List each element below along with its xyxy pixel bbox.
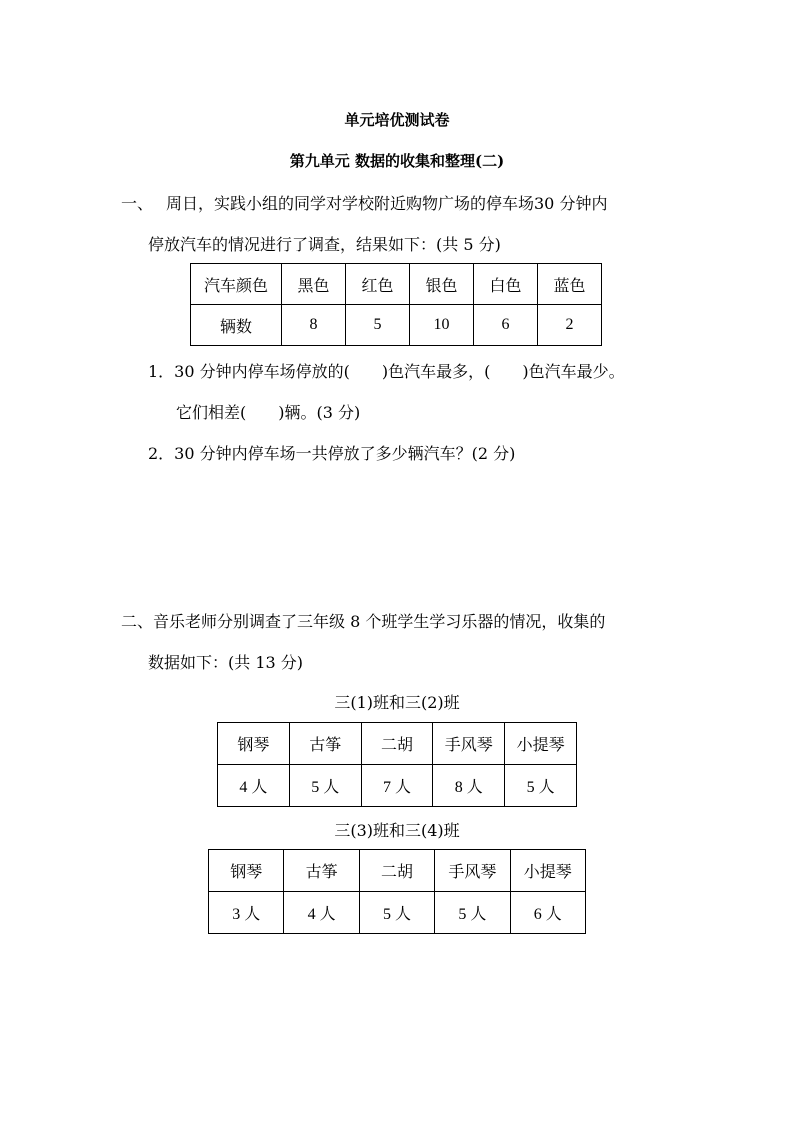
table-cell: 黑色 (282, 264, 346, 305)
table-cell: 小提琴 (505, 723, 577, 765)
table-header-cell: 汽车颜色 (191, 264, 282, 305)
section2-question-line1: 二、音乐老师分别调查了三年级 8 个班学生学习乐器的情况，收集的 (121, 612, 606, 631)
instrument-table-a (217, 722, 577, 807)
table-cell: 4 人 (218, 765, 290, 807)
section2-question-line2: 数据如下：(共 13 分) (148, 653, 304, 672)
table-cell: 小提琴 (510, 850, 585, 892)
table-cell: 蓝色 (538, 264, 602, 305)
table-cell: 手风琴 (435, 850, 510, 892)
table-row (209, 850, 586, 892)
sub-question-1-line1: 1．30 分钟内停车场停放的( )色汽车最多，( )色汽车最少。 (148, 362, 625, 381)
table-cell: 6 人 (510, 892, 585, 934)
table-cell: 古筝 (284, 850, 359, 892)
section1-question-line1: 周日，实践小组的同学对学校附近购物广场的停车场30 分钟内 (166, 194, 608, 213)
table-row (218, 723, 577, 765)
table-cell: 5 人 (289, 765, 361, 807)
table-header-cell: 辆数 (191, 305, 282, 346)
table-cell: 5 (346, 305, 410, 346)
table-cell: 4 人 (284, 892, 359, 934)
table-cell: 2 (538, 305, 602, 346)
table-cell: 二胡 (361, 723, 433, 765)
instrument-table-b (208, 849, 586, 934)
section1-number: 一、 (121, 194, 154, 213)
table-cell: 白色 (474, 264, 538, 305)
table-cell: 钢琴 (218, 723, 290, 765)
table-cell: 8 人 (433, 765, 505, 807)
sub-question-1-line2: 它们相差( )辆。(3 分) (176, 403, 361, 422)
table-cell: 红色 (346, 264, 410, 305)
table-row (218, 765, 577, 807)
sub-question-2: 2．30 分钟内停车场一共停放了多少辆汽车？(2 分) (148, 444, 516, 463)
table-cell: 7 人 (361, 765, 433, 807)
table-row (209, 892, 586, 934)
table-row (191, 264, 602, 305)
table-cell: 手风琴 (433, 723, 505, 765)
car-color-table (190, 263, 602, 346)
table-cell: 钢琴 (209, 850, 284, 892)
table-cell: 古筝 (289, 723, 361, 765)
table-cell: 8 (282, 305, 346, 346)
table-cell: 5 人 (505, 765, 577, 807)
table-cell: 银色 (410, 264, 474, 305)
table-cell: 5 人 (435, 892, 510, 934)
table-cell: 5 人 (359, 892, 434, 934)
table-cell: 3 人 (209, 892, 284, 934)
table-cell: 二胡 (359, 850, 434, 892)
table-a-caption: 三(1)班和三(2)班 (334, 693, 460, 712)
section1-question-line2: 停放汽车的情况进行了调查，结果如下：(共 5 分) (148, 235, 501, 254)
table-cell: 10 (410, 305, 474, 346)
table-b-caption: 三(3)班和三(4)班 (334, 821, 460, 840)
page-subtitle: 第九单元 数据的收集和整理(二) (289, 152, 505, 170)
table-row (191, 305, 602, 346)
table-cell: 6 (474, 305, 538, 346)
page-title: 单元培优测试卷 (344, 111, 450, 129)
